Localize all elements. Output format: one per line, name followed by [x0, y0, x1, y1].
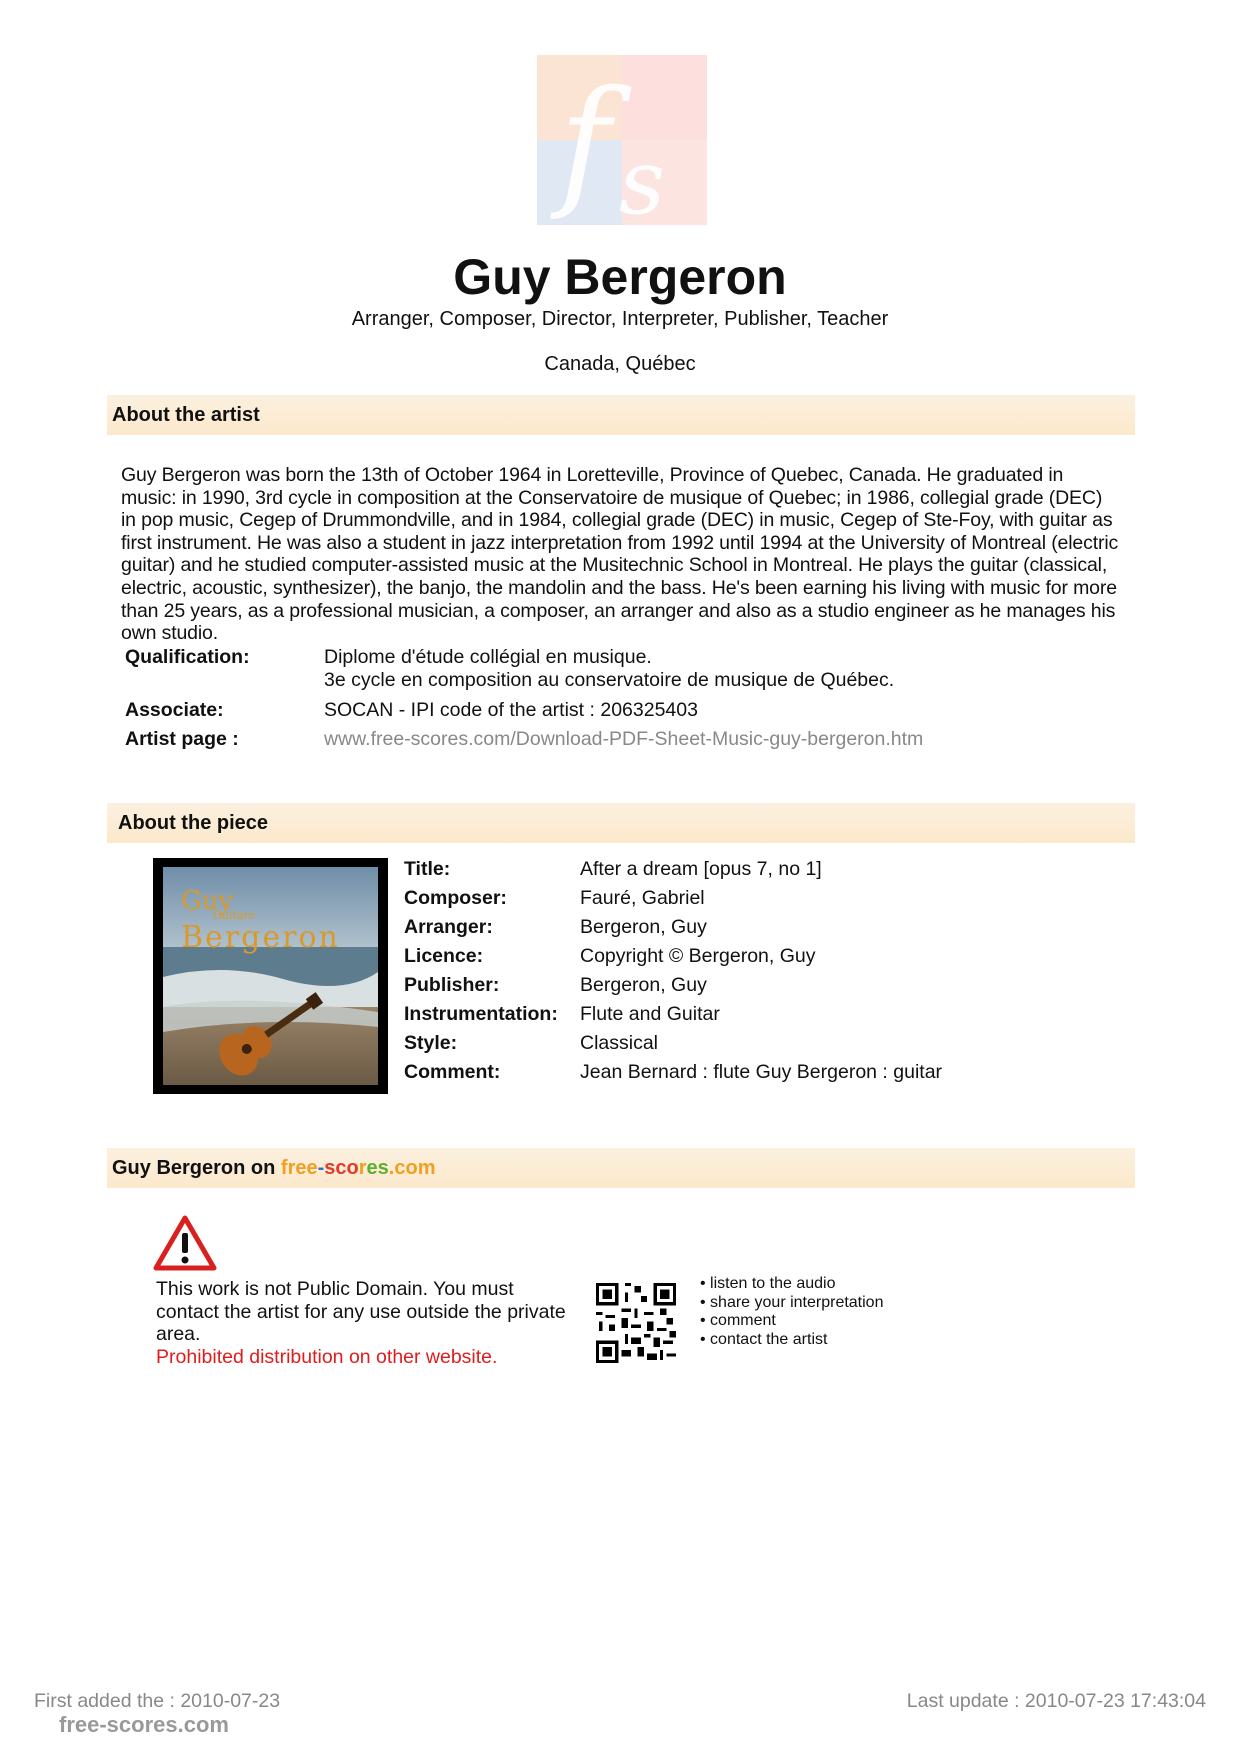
associate-label: Associate:	[125, 699, 224, 721]
artist-location: Canada, Québec	[544, 353, 696, 375]
associate-value: SOCAN - IPI code of the artist : 206325403	[324, 699, 698, 721]
prohibited-distribution-notice: Prohibited distribution on other website.	[156, 1346, 498, 1368]
qualification-line2: 3e cycle en composition au conservatoire de musique de Québec.	[324, 669, 895, 691]
artist-bio: Guy Bergeron was born the 13th of October 1964 in Loretteville, Province of Quebec, Canada. He graduated in music: in 1990, 3rd cycle in composition at the Conservatoire de musique of Quebec; in 1986, collegial grade (DEC) in pop music, Cegep of Drummondville, and in 1984, collegial grade (DEC) in music, Cegep of Ste-Foy, with guitar as first instrument. He was also a student in jazz interpretation from 1992 until 1994 at the University of Montreal (electric guitar) and he studied computer-assisted music at the Musitechnic School in Montreal. He plays the guitar (classical, electric, acoustic, synthesizer), the banjo, the mandolin and the bass. He's been earning his living with music for more than 25 years, as a professional musician, a composer, an arranger and also as a studio engineer as he manages his own studio.	[121, 464, 1119, 645]
qr-code-icon[interactable]	[596, 1283, 676, 1363]
piece-label-composer: Composer:	[404, 887, 507, 909]
cover-text-guitare: Guitare	[213, 909, 256, 922]
feature-contact-artist: • contact the artist	[700, 1330, 828, 1348]
feature-comment: • comment	[700, 1312, 776, 1329]
on-site-header	[107, 1148, 1135, 1188]
cover-text-guy: Guy	[181, 886, 234, 916]
qualification-line1: Diplome d'étude collégial en musique.	[324, 646, 652, 668]
piece-value-comment: Jean Bernard : flute Guy Bergeron : guitar	[580, 1061, 943, 1083]
about-artist-heading: About the artist	[112, 404, 260, 426]
piece-value-publisher: Bergeron, Guy	[580, 974, 707, 996]
svg-text:s: s	[619, 130, 666, 225]
piece-label-licence: Licence:	[404, 945, 484, 967]
artist-page-link[interactable]: www.free-scores.com/Download-PDF-Sheet-Music-guy-bergeron.htm	[324, 728, 924, 750]
features-list	[700, 1275, 883, 1349]
piece-label-instrumentation: Instrumentation:	[404, 1003, 558, 1025]
piece-value-instrumentation: Flute and Guitar	[580, 1003, 720, 1025]
about-artist-header	[107, 395, 1135, 435]
album-cover	[153, 858, 388, 1094]
piece-value-title: After a dream [opus 7, no 1]	[580, 858, 822, 880]
on-site-heading-prefix: Guy Bergeron on	[112, 1157, 281, 1179]
piece-label-publisher: Publisher:	[404, 974, 500, 996]
not-public-domain-notice: This work is not Public Domain. You must contact the artist for any use outside the private area.	[156, 1278, 566, 1346]
cover-text-bergeron: Bergeron	[181, 920, 340, 955]
warning-icon	[153, 1215, 217, 1271]
about-piece-heading: About the piece	[118, 812, 269, 834]
album-cover-image	[163, 867, 378, 1085]
piece-label-arranger: Arranger:	[404, 916, 493, 938]
piece-value-arranger: Bergeron, Guy	[580, 916, 707, 938]
feature-listen-audio: • listen to the audio	[700, 1275, 836, 1292]
artist-roles: Arranger, Composer, Director, Interpreter, Publisher, Teacher	[351, 308, 889, 330]
on-site-heading	[112, 1157, 435, 1180]
artist-name: Guy Bergeron	[453, 249, 787, 305]
footer-logo: free-scores.com	[59, 1712, 229, 1737]
svg-text:f: f	[559, 61, 611, 224]
piece-label-title: Title:	[404, 858, 451, 880]
piece-value-style: Classical	[580, 1032, 659, 1054]
artist-page-label: Artist page :	[125, 728, 239, 750]
piece-label-comment: Comment:	[404, 1061, 501, 1083]
first-added-date: First added the : 2010-07-23	[34, 1690, 281, 1712]
last-update-date: Last update : 2010-07-23 17:43:04	[906, 1690, 1206, 1712]
piece-value-licence: Copyright © Bergeron, Guy	[580, 945, 816, 967]
piece-label-style: Style:	[404, 1032, 458, 1054]
free-scores-logo	[537, 55, 707, 225]
about-piece-header	[107, 803, 1135, 843]
feature-share-interpretation: • share your interpretation	[700, 1293, 884, 1311]
qualification-label: Qualification:	[125, 646, 250, 668]
piece-value-composer: Fauré, Gabriel	[580, 887, 705, 909]
site-name-link[interactable]: free-scores.com	[280, 1157, 436, 1179]
